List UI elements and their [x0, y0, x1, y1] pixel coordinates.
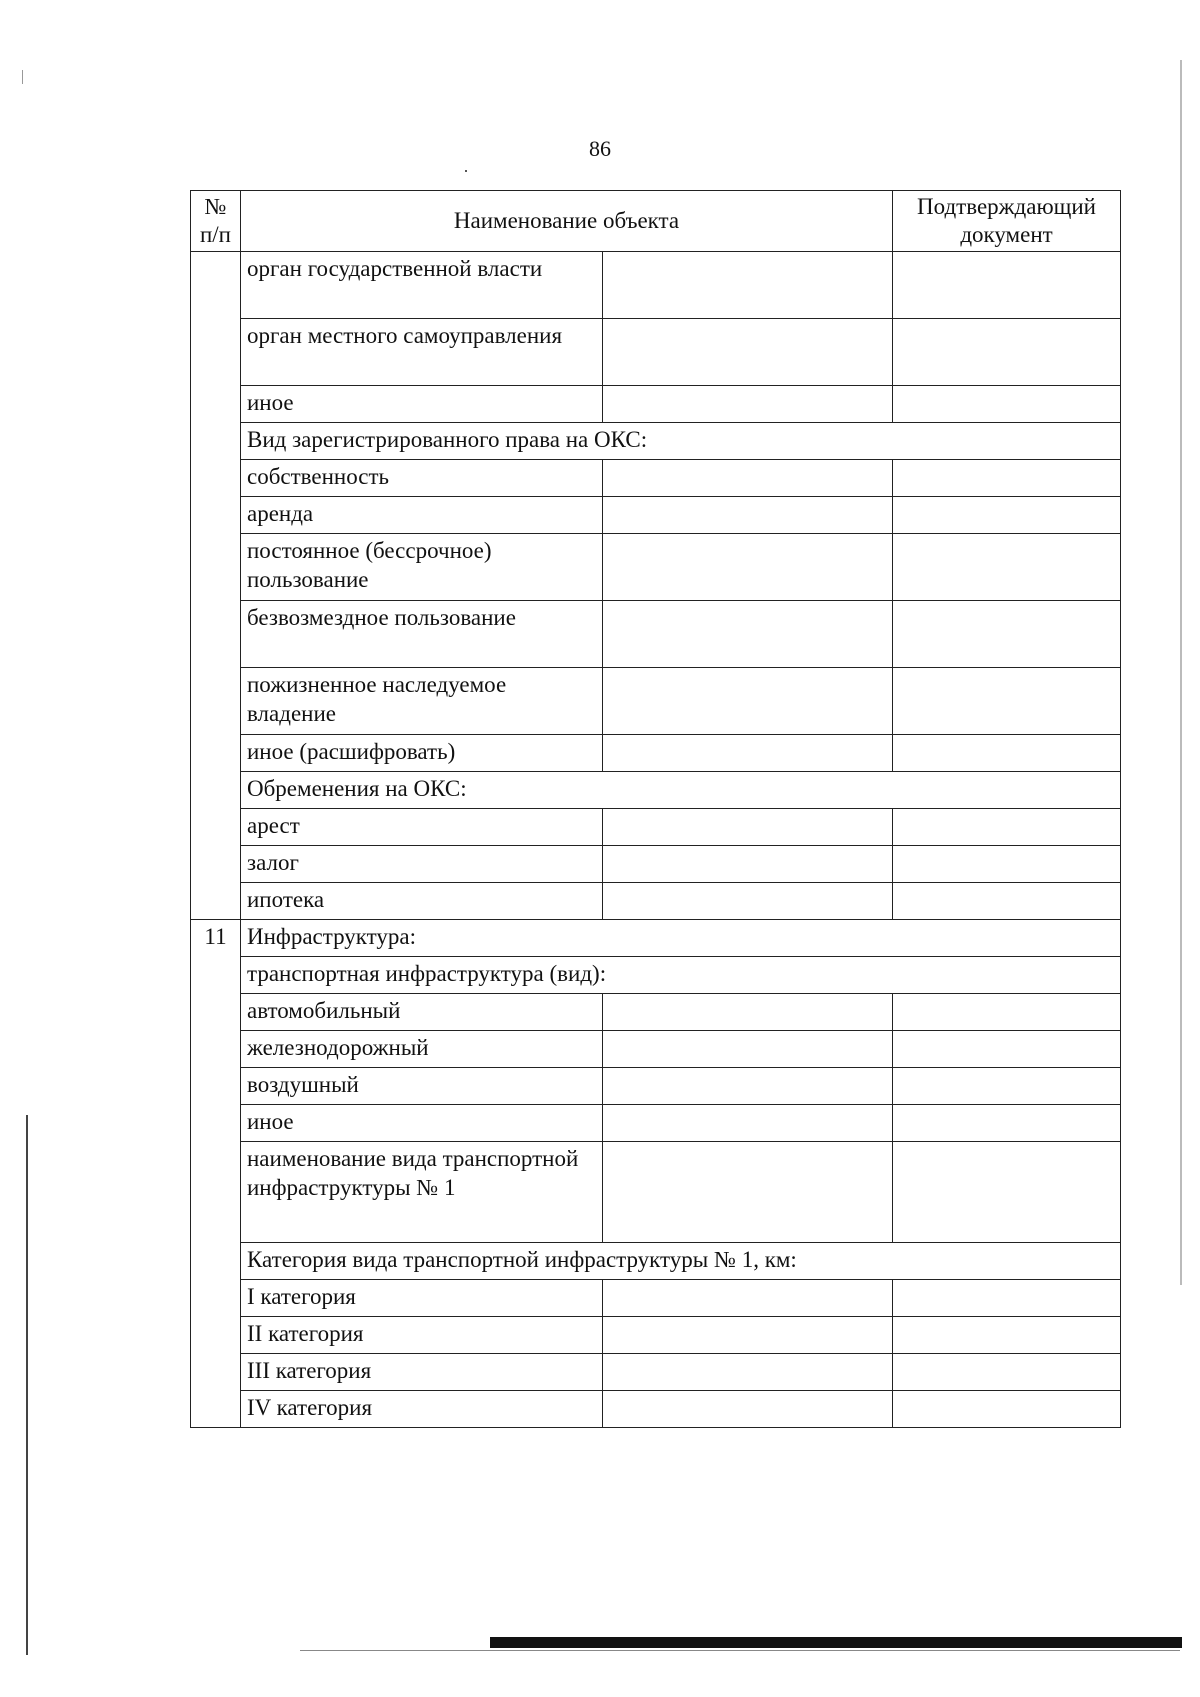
document-cell[interactable] — [893, 1068, 1121, 1105]
table-row — [191, 1354, 1121, 1391]
document-cell[interactable] — [893, 601, 1121, 668]
section-heading: Категория вида транспортной инфраструктуры № 1, км: — [241, 1243, 1121, 1280]
item-label: автомобильный — [241, 994, 603, 1031]
item-label: иное — [241, 386, 603, 423]
value-cell[interactable] — [603, 846, 893, 883]
item-label: безвозмездное пользование — [241, 601, 603, 668]
item-label: железнодорожный — [241, 1031, 603, 1068]
item-label: арест — [241, 809, 603, 846]
section-heading: Вид зарегистрированного права на ОКС: — [241, 423, 1121, 460]
value-cell[interactable] — [603, 1391, 893, 1428]
value-cell[interactable] — [603, 386, 893, 423]
table-row — [191, 601, 1121, 668]
item-label: воздушный — [241, 1068, 603, 1105]
item-label: залог — [241, 846, 603, 883]
value-cell[interactable] — [603, 460, 893, 497]
value-cell[interactable] — [603, 1105, 893, 1142]
section-row — [191, 423, 1121, 460]
table-row — [191, 1105, 1121, 1142]
value-cell[interactable] — [603, 534, 893, 601]
table-row — [191, 252, 1121, 319]
scan-edge-right — [1180, 60, 1182, 1285]
item-label: III категория — [241, 1354, 603, 1391]
document-cell[interactable] — [893, 534, 1121, 601]
document-cell[interactable] — [893, 1280, 1121, 1317]
table-row — [191, 735, 1121, 772]
item-label: иное (расшифровать) — [241, 735, 603, 772]
document-cell[interactable] — [893, 883, 1121, 920]
item-label: аренда — [241, 497, 603, 534]
section-row — [191, 1243, 1121, 1280]
item-label: II категория — [241, 1317, 603, 1354]
item-label: I категория — [241, 1280, 603, 1317]
scan-bottom-bar — [490, 1637, 1182, 1648]
section-row — [191, 772, 1121, 809]
document-cell[interactable] — [893, 1031, 1121, 1068]
value-cell[interactable] — [603, 668, 893, 735]
value-cell[interactable] — [603, 883, 893, 920]
document-cell[interactable] — [893, 846, 1121, 883]
table-row — [191, 319, 1121, 386]
page-number: 86 — [589, 136, 611, 161]
table-row — [191, 994, 1121, 1031]
header-number: № п/п — [191, 191, 241, 252]
document-cell[interactable] — [893, 735, 1121, 772]
scan-speck — [465, 170, 467, 172]
value-cell[interactable] — [603, 809, 893, 846]
table-row — [191, 386, 1121, 423]
document-cell[interactable] — [893, 809, 1121, 846]
item-label: постоянное (бессрочное) пользование — [241, 534, 603, 601]
document-cell[interactable] — [893, 319, 1121, 386]
section-row — [191, 920, 1121, 957]
table-row — [191, 1317, 1121, 1354]
table-row — [191, 1031, 1121, 1068]
table-row — [191, 846, 1121, 883]
document-cell[interactable] — [893, 1105, 1121, 1142]
table-row — [191, 1280, 1121, 1317]
table-group-a — [191, 252, 1121, 920]
document-cell[interactable] — [893, 994, 1121, 1031]
scan-bottom-line — [300, 1650, 1180, 1651]
value-cell[interactable] — [603, 1317, 893, 1354]
value-cell[interactable] — [603, 1031, 893, 1068]
section-heading: Обременения на ОКС: — [241, 772, 1121, 809]
form-table — [190, 190, 1121, 1428]
value-cell[interactable] — [603, 1142, 893, 1243]
value-cell[interactable] — [603, 735, 893, 772]
section-row — [191, 957, 1121, 994]
table-row — [191, 534, 1121, 601]
table-row — [191, 497, 1121, 534]
document-cell[interactable] — [893, 1142, 1121, 1243]
item-label: наименование вида транспортной инфраструктуры № 1 — [241, 1142, 603, 1243]
table-row — [191, 883, 1121, 920]
table-row — [191, 460, 1121, 497]
document-cell[interactable] — [893, 460, 1121, 497]
value-cell[interactable] — [603, 319, 893, 386]
value-cell[interactable] — [603, 601, 893, 668]
document-cell[interactable] — [893, 497, 1121, 534]
item-label: орган местного самоуправления — [241, 319, 603, 386]
value-cell[interactable] — [603, 1280, 893, 1317]
scan-edge-left — [26, 1115, 28, 1655]
value-cell[interactable] — [603, 252, 893, 319]
item-label: ипотека — [241, 883, 603, 920]
section-heading: Инфраструктура: — [241, 920, 1121, 957]
document-cell[interactable] — [893, 1354, 1121, 1391]
scan-mark — [22, 70, 23, 84]
table-row — [191, 1142, 1121, 1243]
value-cell[interactable] — [603, 497, 893, 534]
item-label: пожизненное наследуемое владение — [241, 668, 603, 735]
row-number: 11 — [191, 920, 241, 1428]
document-cell[interactable] — [893, 1317, 1121, 1354]
document-cell[interactable] — [893, 1391, 1121, 1428]
value-cell[interactable] — [603, 1354, 893, 1391]
table-group-b — [191, 920, 1121, 1428]
table-row — [191, 668, 1121, 735]
section-heading: транспортная инфраструктура (вид): — [241, 957, 1121, 994]
table-row — [191, 1391, 1121, 1428]
item-label: орган государственной власти — [241, 252, 603, 319]
header-row — [191, 191, 1121, 252]
value-cell[interactable] — [603, 994, 893, 1031]
document-cell[interactable] — [893, 386, 1121, 423]
table-row — [191, 1068, 1121, 1105]
header-confirming-document: Подтверждающий документ — [893, 191, 1121, 252]
document-cell[interactable] — [893, 252, 1121, 319]
item-label: IV категория — [241, 1391, 603, 1428]
row-number — [191, 252, 241, 920]
document-cell[interactable] — [893, 668, 1121, 735]
table-row — [191, 809, 1121, 846]
header-object-name: Наименование объекта — [241, 191, 893, 252]
item-label: собственность — [241, 460, 603, 497]
item-label: иное — [241, 1105, 603, 1142]
value-cell[interactable] — [603, 1068, 893, 1105]
